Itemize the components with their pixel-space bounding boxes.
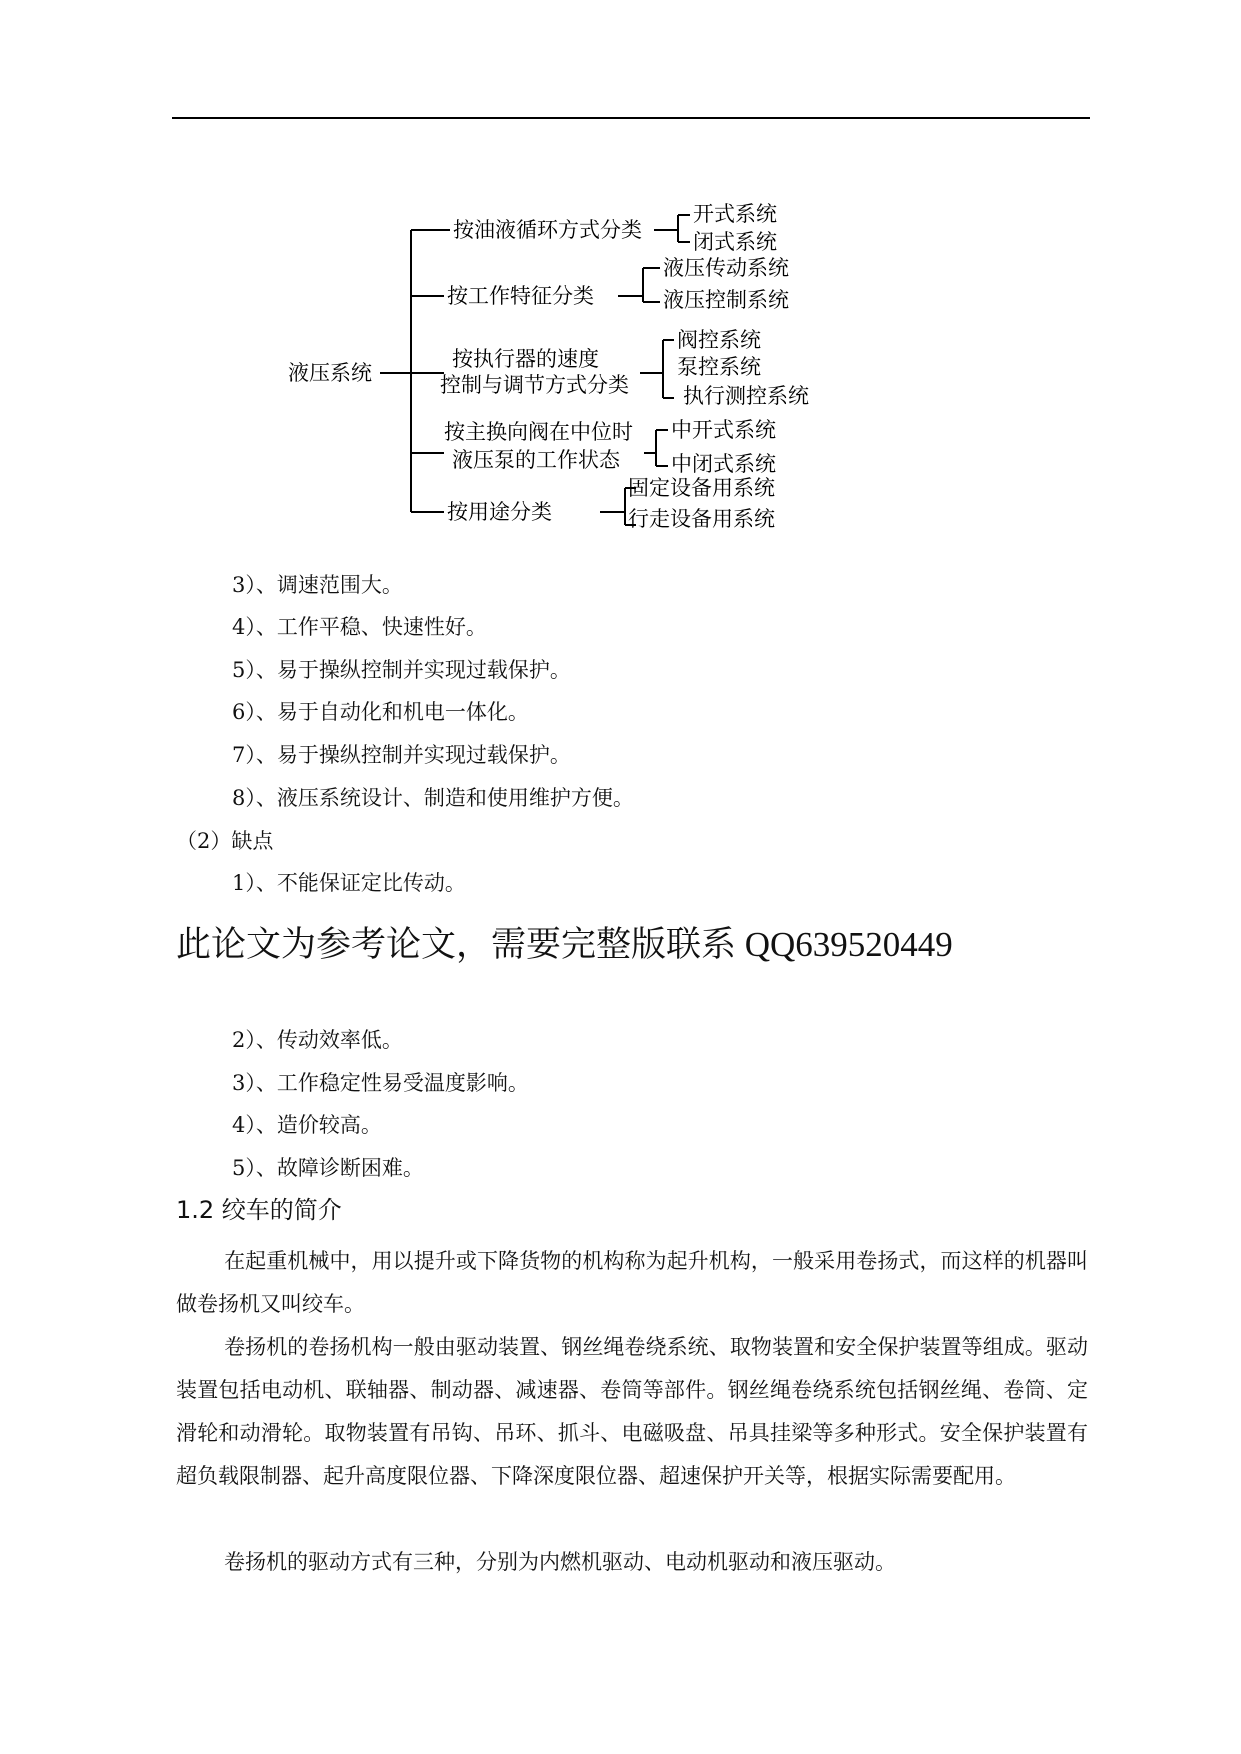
paragraph (176, 1326, 1088, 1498)
group-label-circulation: 按油液循环方式分类 (453, 218, 642, 242)
group-label-speed-line2: 控制与调节方式分类 (440, 373, 629, 397)
reference-notice: 此论文为参考论文，需要完整版联系 QQ639520449 (176, 925, 953, 964)
disadvantages-heading: （2）缺点 (176, 829, 274, 853)
advantage-item: 3）、调速范围大。 (232, 573, 403, 597)
paragraph-text: 卷扬机的驱动方式有三种，分别为内燃机驱动、电动机驱动和液压驱动。 (224, 1550, 896, 1574)
disadvantage-item: 2）、传动效率低。 (232, 1028, 403, 1052)
group-label-working-feature: 按工作特征分类 (447, 284, 594, 308)
advantage-item: 8）、液压系统设计、制造和使用维护方便。 (232, 786, 634, 810)
advantage-item: 7）、易于操纵控制并实现过载保护。 (232, 743, 571, 767)
disadvantage-item: 1）、不能保证定比传动。 (232, 871, 466, 895)
item-center-open: 中开式系统 (671, 418, 776, 442)
group-label-neutral-line1: 按主换向阀在中位时 (444, 420, 633, 444)
group-label-speed-line1: 按执行器的速度 (452, 347, 599, 371)
item-fixed-equipment: 固定设备用系统 (628, 476, 775, 500)
item-closed-system: 闭式系统 (693, 230, 777, 254)
item-mobile-equipment: 行走设备用系统 (628, 507, 775, 531)
hydraulic-classification-diagram (270, 190, 850, 540)
item-control-system: 液压控制系统 (663, 288, 789, 312)
item-actuator-control: 执行测控系统 (683, 384, 809, 408)
group-label-neutral-line2: 液压泵的工作状态 (452, 448, 620, 472)
header-rule (172, 117, 1090, 119)
advantage-item: 4）、工作平稳、快速性好。 (232, 615, 487, 639)
item-pump-control: 泵控系统 (677, 355, 761, 379)
group-label-usage: 按用途分类 (447, 500, 552, 524)
item-center-closed: 中闭式系统 (671, 452, 776, 476)
paragraph (176, 1240, 1088, 1326)
disadvantage-item: 5）、故障诊断困难。 (232, 1156, 424, 1180)
disadvantage-item: 3）、工作稳定性易受温度影响。 (232, 1071, 529, 1095)
paragraph (176, 1541, 1088, 1584)
item-transmission-system: 液压传动系统 (663, 256, 789, 280)
diagram-root: 液压系统 (288, 361, 372, 385)
advantage-item: 5）、易于操纵控制并实现过载保护。 (232, 658, 571, 682)
paragraph-text: 在起重机械中，用以提升或下降货物的机构称为起升机构，一般采用卷扬式，而这样的机器叫做卷扬机又叫绞车。 (176, 1249, 1088, 1316)
disadvantage-item: 4）、造价较高。 (232, 1113, 382, 1137)
item-open-system: 开式系统 (693, 202, 777, 226)
advantage-item: 6）、易于自动化和机电一体化。 (232, 700, 529, 724)
section-heading: 1.2 绞车的简介 (176, 1196, 342, 1224)
item-valve-control: 阀控系统 (677, 328, 761, 352)
paragraph-text: 卷扬机的卷扬机构一般由驱动装置、钢丝绳卷绕系统、取物装置和安全保护装置等组成。驱动装置包括电动机、联轴器、制动器、减速器、卷筒等部件。钢丝绳卷绕系统包括钢丝绳、卷筒、定滑轮和动滑轮。取物装置有吊钩、吊环、抓斗、电磁吸盘、吊具挂梁等多种形式。安全保护装置有超负载限制器、起升高度限位器、下降深度限位器、超速保护开关等，根据实际需要配用。 (176, 1335, 1088, 1488)
